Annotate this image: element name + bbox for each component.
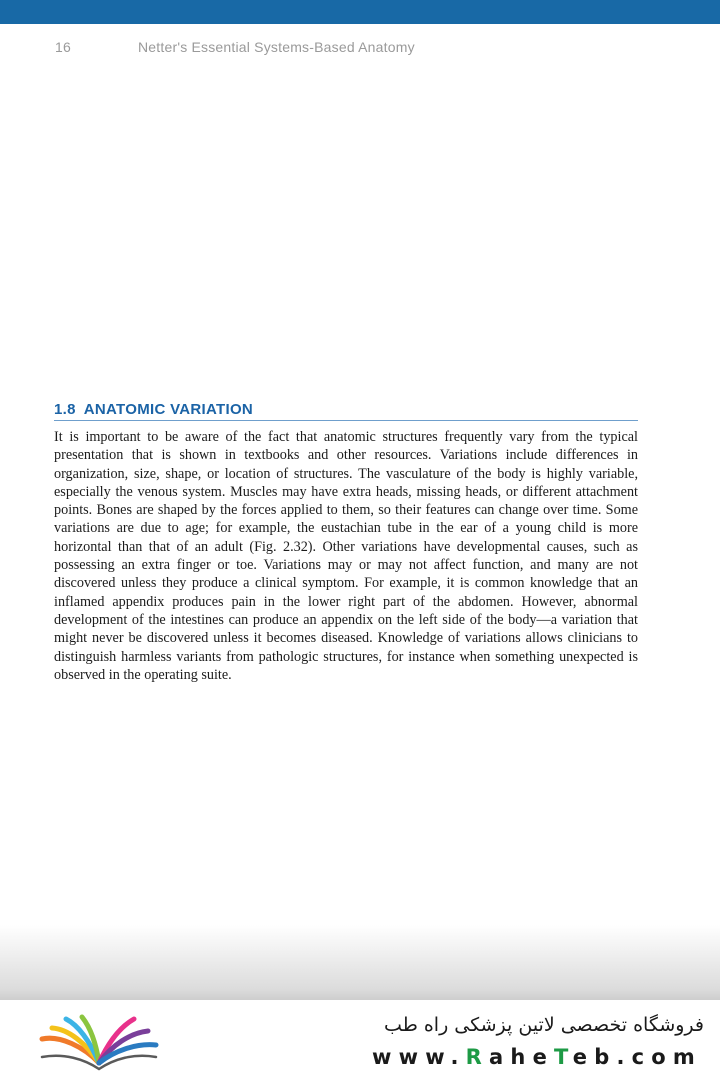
- shop-url[interactable]: [302, 1045, 702, 1069]
- footer-shadow: [0, 925, 720, 1000]
- url-mid-1: ahe: [489, 1045, 555, 1069]
- shop-name: فروشگاه تخصصی لاتین پزشکی راه طب: [384, 1014, 704, 1036]
- section-heading: [54, 400, 638, 421]
- url-letter-t: T: [554, 1045, 573, 1069]
- top-bar: [0, 0, 720, 24]
- running-header: [55, 39, 655, 59]
- url-mid-2: eb: [572, 1045, 617, 1069]
- open-book-icon: [38, 1013, 160, 1073]
- url-prefix: www.: [372, 1045, 466, 1069]
- url-letter-r: R: [465, 1045, 490, 1069]
- section-anatomic-variation: [54, 400, 638, 684]
- book-title: Netter's Essential Systems-Based Anatomy: [138, 39, 415, 55]
- url-suffix: .com: [616, 1045, 702, 1069]
- page-number: 16: [55, 39, 71, 55]
- section-body-text: It is important to be aware of the fact that anatomic structures frequently vary from the typical presentation that is shown in textbooks and other resources. Variations include differences in organization, size, shape, or location of structures. The vasculature of the body is highly variable, especially the venous system. Muscles may have extra heads, missing heads, or different attachment points. Bones are shaped by the forces applied to them, so their features can change over time. Some variations are due to age; for example, the eustachian tube in the ear of a young child is more horizontal than that of an adult (Fig. 2.32). Other variations have developmental causes, such as possessing an extra finger or toe. Variations may or may not affect function, and many are not discovered unless they produce a clinical symptom. For example, it is common knowledge that an inflamed appendix produces pain in the lower right part of the abdomen. However, abnormal development of the intestines can produce an appendix on the left side of the body—a variation that might never be discovered unless it becomes diseased. Knowledge of variations allows clinicians to distinguish harmless variants from pathologic structures, for instance when something unexpected is observed in the operating suite.: [54, 429, 638, 683]
- section-number: 1.8: [54, 401, 76, 418]
- section-title: ANATOMIC VARIATION: [83, 401, 254, 418]
